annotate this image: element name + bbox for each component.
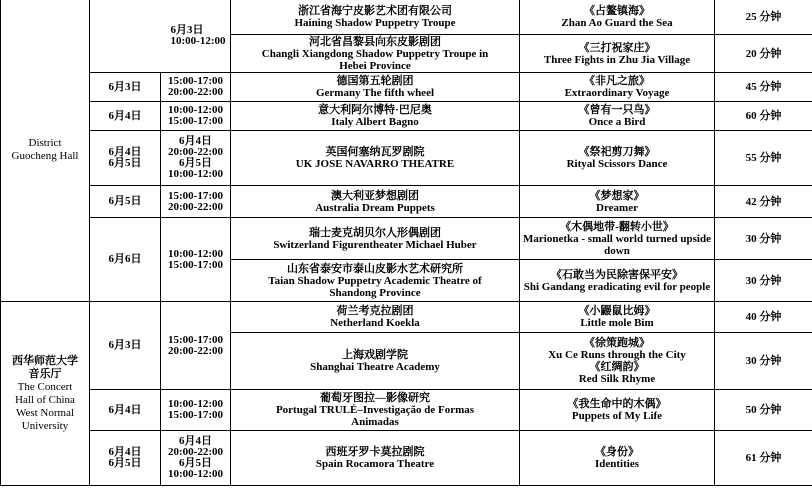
title-cn: 《非凡之旅》	[584, 75, 650, 87]
date-cell: 6月5日	[90, 186, 161, 218]
time-cell	[161, 431, 231, 486]
date-cell: 6月6日	[90, 218, 161, 302]
title-cn: 《曾有一只鸟》	[578, 104, 656, 116]
title-cn: 《身份》	[595, 446, 639, 458]
table-row	[1, 73, 812, 102]
title-en: Xu Ce Runs through the City	[548, 349, 686, 361]
time-line: 15:00-17:00	[168, 189, 223, 202]
title-cell	[520, 333, 715, 390]
table-row	[1, 186, 812, 218]
time-line: 20:00-22:00	[168, 86, 223, 98]
title-cn: 《祭祀剪刀舞》	[578, 146, 656, 158]
title-cell	[520, 35, 715, 73]
title-en: Rityal Scissors Dance	[566, 158, 668, 170]
time-line: 15:00-17:00	[168, 333, 223, 346]
troupe-en: Germany The fifth wheel	[315, 87, 435, 99]
title-en: Once a Bird	[588, 116, 646, 128]
time-cell	[161, 102, 231, 131]
duration-cell: 40 分钟	[715, 302, 812, 333]
time-line: 10:00-12:00	[168, 247, 223, 260]
title-cell	[520, 102, 715, 131]
duration-cell: 50 分钟	[715, 390, 812, 431]
time-line: 20:00-22:00	[168, 344, 223, 357]
date-line: 6月4日	[108, 446, 142, 458]
duration-cell: 20 分钟	[715, 35, 812, 73]
date-cell: 6月3日	[90, 73, 161, 102]
duration-cell: 55 分钟	[715, 131, 812, 186]
title-en: Extraordinary Voyage	[564, 87, 670, 99]
time-line: 20:00-22:00	[168, 146, 223, 158]
troupe-cn: 山东省泰安市泰山皮影水艺术研究所	[287, 262, 463, 275]
table-row	[1, 302, 812, 333]
title-en: Little mole Bim	[580, 317, 654, 329]
title-cn: 《小鼹鼠比姆》	[578, 305, 656, 317]
title-cell	[520, 0, 715, 35]
time-line: 6月5日	[179, 457, 212, 469]
troupe-en: UK JOSE NAVARRO THEATRE	[295, 158, 455, 170]
table-row	[1, 102, 812, 131]
title-cell	[520, 218, 715, 260]
title-cn: 《占鳌镇海》	[584, 4, 650, 17]
title-en: Marionetka - small world turned upside down	[523, 232, 711, 257]
venue-name-line: District	[28, 137, 62, 149]
title-en: Dreamer	[596, 201, 638, 214]
time-line: 6月4日	[179, 435, 212, 447]
date-cell: 6月4日	[90, 102, 161, 131]
time-cell	[161, 302, 231, 390]
duration-cell: 30 分钟	[715, 260, 812, 302]
title-en: Zhan Ao Guard the Sea	[561, 16, 673, 29]
date-cell	[90, 431, 161, 486]
time-line: 10:00-12:00	[168, 398, 223, 410]
troupe-en: Portugal TRULÉ–Investigação de Formas	[275, 404, 475, 416]
date-cell: 6月3日	[90, 302, 161, 390]
time-line: 6月5日	[179, 157, 212, 169]
venue-concert-hall	[1, 302, 90, 486]
troupe-cn: 荷兰考克拉剧团	[336, 305, 414, 317]
title-cell	[520, 73, 715, 102]
troupe-cell	[231, 131, 520, 186]
time-cell	[161, 218, 231, 302]
time-line: 15:00-17:00	[168, 75, 223, 87]
time-line: 10:00-12:00	[168, 104, 223, 116]
title-cn: 《三打祝家庄》	[578, 41, 656, 54]
title-cell	[520, 186, 715, 218]
troupe-cell	[231, 431, 520, 486]
troupe-cell	[231, 0, 520, 35]
troupe-cell	[231, 35, 520, 73]
title-cn: 《我生命中的木偶》	[567, 398, 667, 410]
date-cell	[90, 0, 161, 73]
table-row	[1, 218, 812, 260]
troupe-cell	[231, 186, 520, 218]
troupe-cn: 西班牙罗卡莫拉剧院	[325, 446, 425, 458]
time-line: 20:00-22:00	[168, 200, 223, 213]
venue-name-cn: 音乐厅	[28, 367, 62, 380]
duration-cell: 60 分钟	[715, 102, 812, 131]
venue-name-en: Hall of China	[15, 393, 75, 406]
date-line: 6月5日	[108, 457, 142, 469]
time-line: 10:00-12:00	[168, 468, 223, 480]
troupe-en: Shandong Province	[329, 286, 421, 299]
title-cn: 《梦想家》	[589, 189, 645, 202]
date-cell: 6月4日	[90, 390, 161, 431]
time-line: 15:00-17:00	[168, 258, 223, 271]
table-row	[1, 390, 812, 431]
time-line: 20:00-22:00	[168, 446, 223, 458]
title-cn: 《木偶地带-翻转小世》	[560, 220, 674, 233]
troupe-cn: 河北省昌黎县向东皮影剧团	[309, 35, 441, 48]
troupe-cn: 瑞士麦克胡贝尔人形偶剧团	[309, 226, 441, 239]
title-cell	[520, 131, 715, 186]
title-en: Red Silk Rhyme	[578, 373, 656, 385]
troupe-cell	[231, 333, 520, 390]
time-cell	[161, 73, 231, 102]
time-cell	[161, 0, 231, 73]
title-cn: 《徐策跑城》	[584, 337, 650, 349]
venue-district	[1, 0, 90, 302]
venue-name-line: Guocheng Hall	[11, 150, 79, 162]
venue-name-en: The Concert	[17, 380, 73, 393]
duration-cell: 30 分钟	[715, 218, 812, 260]
troupe-cn: 葡萄牙图拉—影像研究	[320, 392, 430, 404]
duration-cell: 30 分钟	[715, 333, 812, 390]
title-cn: 《石敢当为民除害保平安》	[551, 268, 683, 281]
time-line: 6月3日	[170, 23, 204, 36]
table-row	[1, 131, 812, 186]
title-en: Shi Gandang eradicating evil for people	[523, 280, 711, 293]
venue-name-en: University	[21, 419, 69, 432]
title-cell	[520, 260, 715, 302]
troupe-en: Switzerland Figurentheater Michael Huber	[273, 238, 477, 251]
troupe-cn: 德国第五轮剧团	[336, 75, 414, 87]
date-line: 6月5日	[108, 157, 142, 169]
title-cell	[520, 431, 715, 486]
troupe-cell	[231, 218, 520, 260]
troupe-en: Australia Dream Puppets	[315, 201, 435, 214]
troupe-cell	[231, 302, 520, 333]
time-line: 10:00-12:00	[170, 34, 226, 47]
troupe-en: Changli Xiangdong Shadow Puppetry Troupe in	[261, 47, 489, 60]
troupe-en: Haining Shadow Puppetry Troupe	[294, 16, 456, 29]
title-cell	[520, 390, 715, 431]
troupe-cn: 上海戏剧学院	[342, 349, 408, 361]
time-cell	[161, 131, 231, 186]
title-en: Puppets of My Life	[571, 410, 663, 422]
title-cell	[520, 302, 715, 333]
troupe-cell	[231, 390, 520, 431]
duration-cell: 42 分钟	[715, 186, 812, 218]
troupe-cell	[231, 260, 520, 302]
venue-name-cn: 西华师范大学	[12, 354, 78, 367]
time-line: 15:00-17:00	[168, 409, 223, 421]
time-line: 15:00-17:00	[168, 115, 223, 127]
troupe-cn: 浙江省海宁皮影艺术团有限公司	[298, 4, 452, 17]
time-cell	[161, 390, 231, 431]
troupe-cn: 意大利阿尔博特·巴尼奥	[318, 104, 432, 116]
duration-cell: 61 分钟	[715, 431, 812, 486]
time-cell	[161, 186, 231, 218]
troupe-en: Italy Albert Bagno	[331, 116, 419, 128]
troupe-en: Animadas	[351, 416, 399, 428]
troupe-cn: 澳大利亚梦想剧团	[331, 189, 419, 202]
troupe-en: Hebei Province	[339, 59, 411, 72]
title-en: Identities	[595, 458, 639, 470]
title-cn: 《红绸韵》	[589, 361, 645, 373]
date-line: 6月4日	[108, 146, 142, 158]
troupe-en: Taian Shadow Puppetry Academic Theatre of	[268, 274, 482, 287]
title-en: Three Fights in Zhu Jia Village	[543, 53, 691, 66]
time-line: 10:00-12:00	[168, 168, 223, 180]
table-row	[1, 0, 812, 35]
troupe-en: Shanghai Theatre Academy	[310, 361, 440, 373]
duration-cell: 25 分钟	[715, 0, 812, 35]
troupe-cell	[231, 73, 520, 102]
troupe-en: Spain Rocamora Theatre	[315, 458, 435, 470]
venue-name-en: West Normal	[15, 406, 75, 419]
troupe-en: Netherland Koekla	[330, 317, 420, 329]
duration-cell: 45 分钟	[715, 73, 812, 102]
time-line: 6月4日	[179, 135, 212, 147]
troupe-cn: 英国何塞纳瓦罗剧院	[325, 146, 425, 158]
date-cell	[90, 131, 161, 186]
table-row	[1, 431, 812, 486]
troupe-cell	[231, 102, 520, 131]
